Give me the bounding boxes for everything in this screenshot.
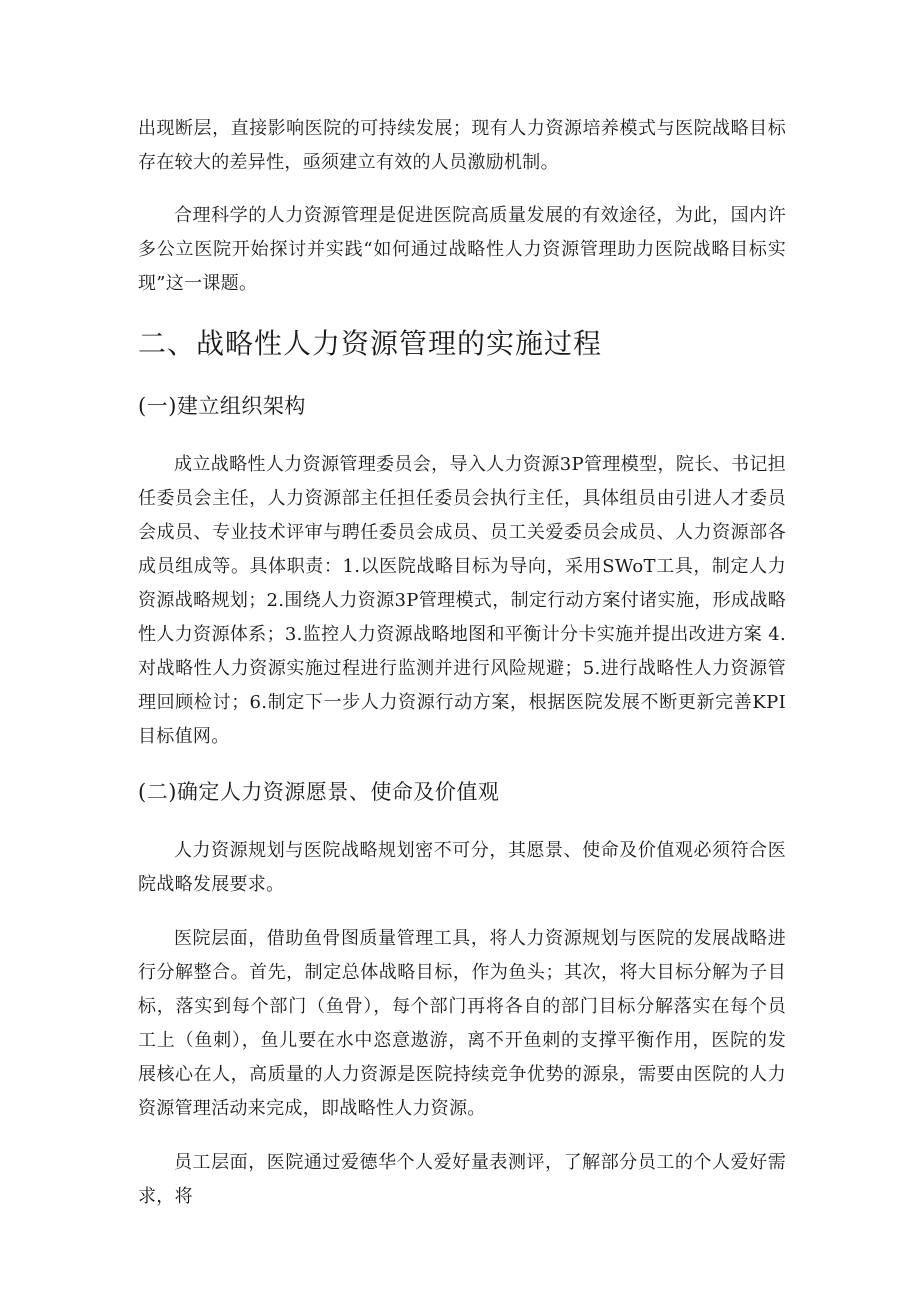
section-heading: 二、战略性人力资源管理的实施过程 <box>138 327 603 360</box>
paragraph-hr-management: 合理科学的人力资源管理是促进医院高质量发展的有效途径，为此，国内许多公立医院开始探讨并实践“如何通过战略性人力资源管理助力医院战略目标实现”这一课题。 <box>138 205 786 294</box>
paragraph-continued: 出现断层，直接影响医院的可持续发展；现有人力资源培养模式与医院战略目标存在较大的差异性，亟须建立有效的人员激励机制。 <box>138 118 786 173</box>
paragraph-hr-planning: 人力资源规划与医院战略规划密不可分，其愿景、使命及价值观必须符合医院战略发展要求。 <box>138 840 786 895</box>
paragraph-hospital-level: 医院层面，借助鱼骨图质量管理工具，将人力资源规划与医院的发展战略进行分解整合。首先，制定总体战略目标，作为鱼头；其次，将大目标分解为子目标，落实到每个部门（鱼骨），每个部门再将各自的部门目标分解落实在每个员工上（鱼刺），鱼儿要在水中恣意遨游，离不开鱼刺的支撑平衡作用，医院的发展核心在人，高质量的人力资源是医院持续竞争优势的源泉，需要由医院的人力资源管理活动来完成，即战略性人力资源。 <box>138 928 786 1119</box>
paragraph-employee-level: 员工层面，医院通过爱德华个人爱好量表测评，了解部分员工的个人爱好需求，将 <box>138 1152 786 1207</box>
subsection-heading-2: (二)确定人力资源愿景、使命及价值观 <box>138 780 500 804</box>
subsection-heading-1: (一)建立组织架构 <box>138 394 306 418</box>
paragraph-org-structure: 成立战略性人力资源管理委员会，导入人力资源3P管理模型，院长、书记担任委员会主任，人力资源部主任担任委员会执行主任，具体组员由引进人才委员会成员、专业技术评审与聘任委员会成员、员工关爱委员会成员、人力资源部各成员组成等。具体职责：1.以医院战略目标为导向，采用SWoT工具，制定人力资源战略规划；2.围绕人力资源3P管理模式，制定行动方案付诸实施，形成战略性人力资源体系；3.监控人力资源战略地图和平衡计分卡实施并提出改进方案 4.对战略性人力资源实施过程进行监测并进行风险规避；5.进行战略性人力资源管理回顾检讨；6.制定下一步人力资源行动方案，根据医院发展不断更新完善KPI目标值网。 <box>138 454 786 747</box>
document-page <box>138 112 786 1214</box>
